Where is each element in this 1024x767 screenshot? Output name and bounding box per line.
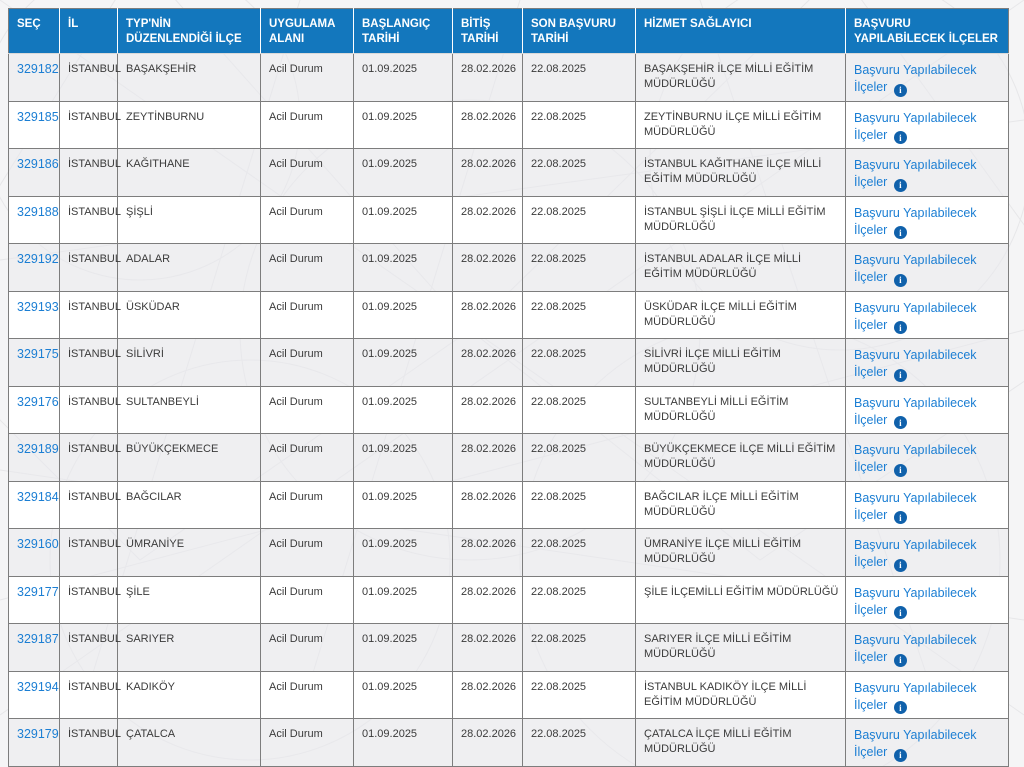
cell-sec [9,624,60,672]
cell-basvuru-ilceler [846,54,1009,102]
cell-hizmet-saglayici: SULTANBEYLİ MİLLİ EĞİTİM MÜDÜRLÜĞÜ [636,386,846,434]
cell-bitis-tarihi: 28.02.2026 [453,291,523,339]
apply-districts-link[interactable] [854,537,1003,572]
cell-il: İSTANBUL [60,291,118,339]
cell-son-basvuru-tarihi: 22.08.2025 [523,149,636,197]
info-icon[interactable]: i [894,701,907,714]
cell-baslangic-tarihi: 01.09.2025 [354,101,453,149]
cell-bitis-tarihi: 28.02.2026 [453,149,523,197]
info-icon[interactable]: i [894,511,907,524]
column-header-basvuru: BAŞVURU YAPILABİLECEK İLÇELER [846,9,1009,54]
table-header [9,9,1009,54]
typ-id-link[interactable]: 329179 [17,727,59,741]
apply-districts-link-label: Başvuru Yapılabilecek İlçeler [854,300,977,332]
cell-baslangic-tarihi: 01.09.2025 [354,244,453,292]
info-icon[interactable]: i [894,369,907,382]
cell-bitis-tarihi: 28.02.2026 [453,481,523,529]
table-row [9,244,1009,292]
cell-bitis-tarihi: 28.02.2026 [453,244,523,292]
cell-ilce: ZEYTİNBURNU [118,101,261,149]
cell-ilce: ÇATALCA [118,719,261,767]
apply-districts-link[interactable] [854,252,1003,287]
cell-basvuru-ilceler [846,196,1009,244]
cell-ilce: SULTANBEYLİ [118,386,261,434]
header-row [9,9,1009,54]
apply-districts-link[interactable] [854,395,1003,430]
cell-son-basvuru-tarihi: 22.08.2025 [523,339,636,387]
cell-sec [9,54,60,102]
cell-basvuru-ilceler [846,101,1009,149]
typ-id-link[interactable]: 329193 [17,299,59,314]
cell-baslangic-tarihi: 01.09.2025 [354,291,453,339]
cell-il: İSTANBUL [60,529,118,577]
table-row [9,149,1009,197]
cell-basvuru-ilceler [846,339,1009,387]
cell-basvuru-ilceler [846,481,1009,529]
cell-basvuru-ilceler [846,576,1009,624]
cell-baslangic-tarihi: 01.09.2025 [354,671,453,719]
apply-districts-link-label: Başvuru Yapılabilecek İlçeler [854,585,977,617]
table-row [9,671,1009,719]
cell-uygulama-alani: Acil Durum [261,244,354,292]
cell-sec [9,101,60,149]
cell-uygulama-alani: Acil Durum [261,196,354,244]
cell-il: İSTANBUL [60,196,118,244]
apply-districts-link-label: Başvuru Yapılabilecek İlçeler [854,443,977,474]
info-icon[interactable]: i [894,606,907,619]
cell-sec [9,244,60,292]
cell-ilce: ŞİLE [118,576,261,624]
apply-districts-link-label: Başvuru Yapılabilecek İlçeler [854,348,977,379]
cell-basvuru-ilceler [846,529,1009,577]
typ-id-link[interactable]: 329187 [17,632,59,646]
cell-il: İSTANBUL [60,719,118,767]
cell-sec [9,719,60,767]
cell-bitis-tarihi: 28.02.2026 [453,624,523,672]
cell-bitis-tarihi: 28.02.2026 [453,719,523,767]
typ-id-link[interactable]: 329188 [17,204,59,219]
apply-districts-link[interactable] [854,205,1003,240]
cell-ilce: SİLİVRİ [118,339,261,387]
cell-uygulama-alani: Acil Durum [261,339,354,387]
cell-hizmet-saglayici: İSTANBUL ADALAR İLÇE MİLLİ EĞİTİM MÜDÜRLÜĞÜ [636,244,846,292]
cell-uygulama-alani: Acil Durum [261,386,354,434]
cell-il: İSTANBUL [60,339,118,387]
table-row [9,719,1009,767]
info-icon[interactable]: i [894,559,907,572]
cell-son-basvuru-tarihi: 22.08.2025 [523,481,636,529]
cell-sec [9,529,60,577]
apply-districts-link-label: Başvuru Yapılabilecek İlçeler [854,253,977,284]
cell-bitis-tarihi: 28.02.2026 [453,54,523,102]
typ-id-link[interactable]: 329192 [17,252,59,266]
table-row [9,481,1009,529]
column-header-son: SON BAŞVURU TARİHİ [523,9,636,54]
cell-hizmet-saglayici: İSTANBUL KAĞITHANE İLÇE MİLLİ EĞİTİM MÜDÜRLÜĞÜ [636,149,846,197]
cell-basvuru-ilceler [846,434,1009,482]
apply-districts-link-label: Başvuru Yapılabilecek İlçeler [854,63,977,94]
cell-ilce: KADIKÖY [118,671,261,719]
info-icon[interactable]: i [894,749,907,762]
cell-il: İSTANBUL [60,481,118,529]
cell-il: İSTANBUL [60,101,118,149]
table-row [9,101,1009,149]
cell-uygulama-alani: Acil Durum [261,101,354,149]
info-icon[interactable]: i [894,179,907,192]
cell-basvuru-ilceler [846,719,1009,767]
apply-districts-link-label: Başvuru Yapılabilecek İlçeler [854,538,977,569]
cell-hizmet-saglayici: ÇATALCA İLÇE MİLLİ EĞİTİM MÜDÜRLÜĞÜ [636,719,846,767]
cell-uygulama-alani: Acil Durum [261,671,354,719]
cell-son-basvuru-tarihi: 22.08.2025 [523,576,636,624]
table-row [9,291,1009,339]
cell-uygulama-alani: Acil Durum [261,481,354,529]
typ-listing-table [8,8,1009,767]
cell-uygulama-alani: Acil Durum [261,434,354,482]
cell-hizmet-saglayici: SARIYER İLÇE MİLLİ EĞİTİM MÜDÜRLÜĞÜ [636,624,846,672]
cell-hizmet-saglayici: BAĞCILAR İLÇE MİLLİ EĞİTİM MÜDÜRLÜĞÜ [636,481,846,529]
table-body [9,54,1009,767]
apply-districts-link-label: Başvuru Yapılabilecek İlçeler [854,110,977,142]
cell-basvuru-ilceler [846,671,1009,719]
apply-districts-link-label: Başvuru Yapılabilecek İlçeler [854,395,977,427]
cell-il: İSTANBUL [60,149,118,197]
cell-ilce: ŞİŞLİ [118,196,261,244]
table-row [9,529,1009,577]
apply-districts-link[interactable] [854,632,1003,667]
table-row [9,196,1009,244]
column-header-il: İL [60,9,118,54]
cell-il: İSTANBUL [60,671,118,719]
table-row [9,54,1009,102]
cell-bitis-tarihi: 28.02.2026 [453,434,523,482]
cell-uygulama-alani: Acil Durum [261,529,354,577]
cell-ilce: BAŞAKŞEHİR [118,54,261,102]
table-row [9,339,1009,387]
cell-baslangic-tarihi: 01.09.2025 [354,719,453,767]
cell-sec [9,576,60,624]
cell-son-basvuru-tarihi: 22.08.2025 [523,529,636,577]
info-icon[interactable]: i [894,416,907,429]
cell-son-basvuru-tarihi: 22.08.2025 [523,434,636,482]
column-header-ilce: TYP'NİN DÜZENLENDİĞİ İLÇE [118,9,261,54]
cell-son-basvuru-tarihi: 22.08.2025 [523,291,636,339]
column-header-bitis: BİTİŞ TARİHİ [453,9,523,54]
cell-baslangic-tarihi: 01.09.2025 [354,624,453,672]
apply-districts-link-label: Başvuru Yapılabilecek İlçeler [854,490,977,522]
cell-baslangic-tarihi: 01.09.2025 [354,529,453,577]
cell-bitis-tarihi: 28.02.2026 [453,671,523,719]
cell-sec [9,339,60,387]
cell-ilce: KAĞITHANE [118,149,261,197]
info-icon[interactable]: i [894,226,907,239]
cell-uygulama-alani: Acil Durum [261,54,354,102]
cell-son-basvuru-tarihi: 22.08.2025 [523,54,636,102]
cell-baslangic-tarihi: 01.09.2025 [354,481,453,529]
cell-il: İSTANBUL [60,244,118,292]
cell-sec [9,149,60,197]
info-icon[interactable]: i [894,274,907,287]
cell-hizmet-saglayici: ŞİLE İLÇEMİLLİ EĞİTİM MÜDÜRLÜĞÜ [636,576,846,624]
cell-baslangic-tarihi: 01.09.2025 [354,196,453,244]
cell-bitis-tarihi: 28.02.2026 [453,576,523,624]
cell-ilce: ÜMRANİYE [118,529,261,577]
cell-hizmet-saglayici: BÜYÜKÇEKMECE İLÇE MİLLİ EĞİTİM MÜDÜRLÜĞÜ [636,434,846,482]
cell-baslangic-tarihi: 01.09.2025 [354,339,453,387]
apply-districts-link[interactable] [854,585,1003,620]
cell-uygulama-alani: Acil Durum [261,576,354,624]
cell-basvuru-ilceler [846,386,1009,434]
cell-sec [9,671,60,719]
apply-districts-link[interactable] [854,490,1003,525]
column-header-baslangic: BAŞLANGIÇ TARİHİ [354,9,453,54]
cell-uygulama-alani: Acil Durum [261,291,354,339]
cell-sec [9,434,60,482]
cell-baslangic-tarihi: 01.09.2025 [354,54,453,102]
cell-bitis-tarihi: 28.02.2026 [453,101,523,149]
cell-son-basvuru-tarihi: 22.08.2025 [523,244,636,292]
cell-ilce: SARIYER [118,624,261,672]
typ-id-link[interactable]: 329175 [17,347,59,361]
cell-son-basvuru-tarihi: 22.08.2025 [523,624,636,672]
cell-son-basvuru-tarihi: 22.08.2025 [523,101,636,149]
cell-il: İSTANBUL [60,54,118,102]
cell-son-basvuru-tarihi: 22.08.2025 [523,671,636,719]
apply-districts-link-label: Başvuru Yapılabilecek İlçeler [854,205,977,237]
table-row [9,386,1009,434]
typ-id-link[interactable]: 329194 [17,679,59,694]
cell-basvuru-ilceler [846,291,1009,339]
typ-id-link[interactable]: 329176 [17,394,59,409]
info-icon[interactable]: i [894,84,907,97]
cell-baslangic-tarihi: 01.09.2025 [354,149,453,197]
table-row [9,576,1009,624]
apply-districts-link[interactable] [854,62,1003,97]
cell-il: İSTANBUL [60,386,118,434]
cell-basvuru-ilceler [846,149,1009,197]
cell-baslangic-tarihi: 01.09.2025 [354,386,453,434]
cell-son-basvuru-tarihi: 22.08.2025 [523,386,636,434]
cell-ilce: BAĞCILAR [118,481,261,529]
info-icon[interactable]: i [894,321,907,334]
cell-sec [9,386,60,434]
apply-districts-link-label: Başvuru Yapılabilecek İlçeler [854,158,977,189]
apply-districts-link-label: Başvuru Yapılabilecek İlçeler [854,633,977,664]
cell-hizmet-saglayici: ZEYTİNBURNU İLÇE MİLLİ EĞİTİM MÜDÜRLÜĞÜ [636,101,846,149]
cell-il: İSTANBUL [60,576,118,624]
info-icon[interactable]: i [894,464,907,477]
cell-uygulama-alani: Acil Durum [261,624,354,672]
cell-sec [9,291,60,339]
info-icon[interactable]: i [894,654,907,667]
cell-sec [9,196,60,244]
cell-ilce: ADALAR [118,244,261,292]
cell-hizmet-saglayici: ÜMRANİYE İLÇE MİLLİ EĞİTİM MÜDÜRLÜĞÜ [636,529,846,577]
cell-sec [9,481,60,529]
cell-son-basvuru-tarihi: 22.08.2025 [523,719,636,767]
cell-son-basvuru-tarihi: 22.08.2025 [523,196,636,244]
info-icon[interactable]: i [894,131,907,144]
table-row [9,624,1009,672]
typ-id-link[interactable]: 329177 [17,584,59,599]
cell-il: İSTANBUL [60,434,118,482]
column-header-saglayici: HİZMET SAĞLAYICI [636,9,846,54]
cell-hizmet-saglayici: SİLİVRİ İLÇE MİLLİ EĞİTİM MÜDÜRLÜĞÜ [636,339,846,387]
table-row [9,434,1009,482]
typ-id-link[interactable]: 329184 [17,489,59,504]
cell-ilce: BÜYÜKÇEKMECE [118,434,261,482]
typ-id-link[interactable]: 329185 [17,109,59,124]
column-header-sec: SEÇ [9,9,60,54]
cell-il: İSTANBUL [60,624,118,672]
typ-id-link[interactable]: 329182 [17,62,59,76]
apply-districts-link[interactable] [854,347,1003,382]
apply-districts-link-label: Başvuru Yapılabilecek İlçeler [854,728,977,759]
apply-districts-link[interactable] [854,727,1003,762]
cell-ilce: ÜSKÜDAR [118,291,261,339]
cell-basvuru-ilceler [846,624,1009,672]
cell-uygulama-alani: Acil Durum [261,719,354,767]
cell-bitis-tarihi: 28.02.2026 [453,339,523,387]
typ-id-link[interactable]: 329160 [17,537,59,551]
cell-bitis-tarihi: 28.02.2026 [453,386,523,434]
cell-bitis-tarihi: 28.02.2026 [453,196,523,244]
cell-hizmet-saglayici: BAŞAKŞEHİR İLÇE MİLLİ EĞİTİM MÜDÜRLÜĞÜ [636,54,846,102]
cell-hizmet-saglayici: İSTANBUL ŞİŞLİ İLÇE MİLLİ EĞİTİM MÜDÜRLÜĞÜ [636,196,846,244]
cell-baslangic-tarihi: 01.09.2025 [354,576,453,624]
apply-districts-link-label: Başvuru Yapılabilecek İlçeler [854,680,977,712]
typ-id-link[interactable]: 329186 [17,157,59,171]
apply-districts-link[interactable] [854,300,1003,335]
cell-bitis-tarihi: 28.02.2026 [453,529,523,577]
cell-hizmet-saglayici: İSTANBUL KADIKÖY İLÇE MİLLİ EĞİTİM MÜDÜRLÜĞÜ [636,671,846,719]
column-header-alan: UYGULAMA ALANI [261,9,354,54]
apply-districts-link[interactable] [854,157,1003,192]
cell-baslangic-tarihi: 01.09.2025 [354,434,453,482]
typ-id-link[interactable]: 329189 [17,442,59,456]
cell-basvuru-ilceler [846,244,1009,292]
apply-districts-link[interactable] [854,442,1003,477]
apply-districts-link[interactable] [854,680,1003,715]
cell-uygulama-alani: Acil Durum [261,149,354,197]
cell-hizmet-saglayici: ÜSKÜDAR İLÇE MİLLİ EĞİTİM MÜDÜRLÜĞÜ [636,291,846,339]
apply-districts-link[interactable] [854,110,1003,145]
